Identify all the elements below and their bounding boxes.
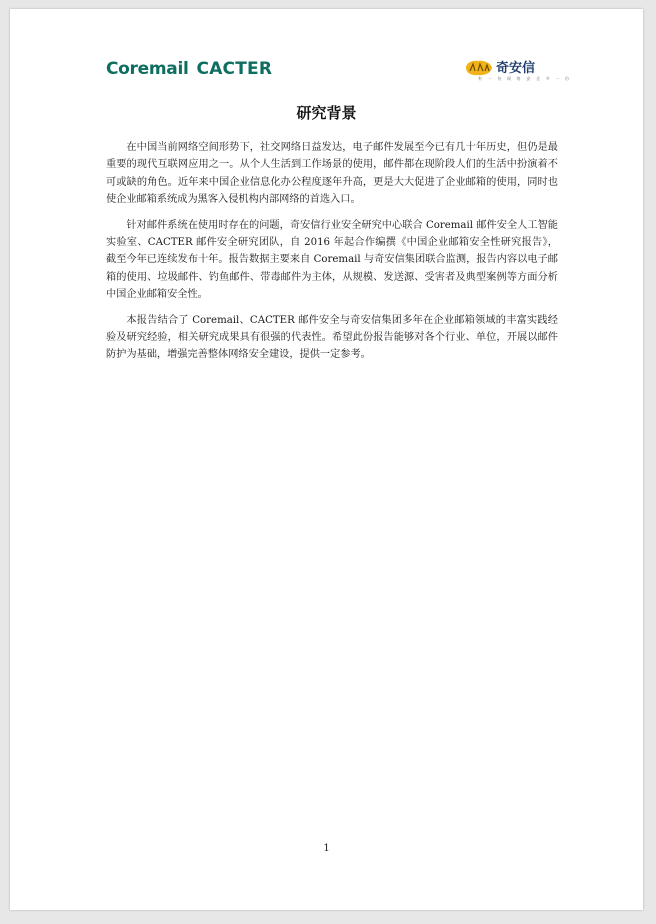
page-number: 1 — [323, 843, 330, 854]
paragraph-3: 本报告结合了 Coremail、CACTER 邮件安全与奇安信集团多年在企业邮箱领域的丰富实践经验及研究经验，相关研究成果具有很强的代表性。希望此份报告能够对各个行业、单位，开展以邮件防护为基础，增强完善整体网络安全建设，提供一定参考。 — [106, 314, 558, 361]
cacter-wordmark: CACTER — [196, 59, 273, 79]
section-title: 研究背景 — [296, 104, 357, 122]
document-page — [10, 9, 643, 910]
qianxin-slogan: 有 一 份 网 络 安 全 多 一 份 — [478, 76, 572, 81]
coremail-wordmark: Coremail — [106, 59, 189, 79]
body-text — [106, 139, 558, 372]
qianxin-brand-text: 奇安信 — [496, 61, 536, 76]
paragraph-1: 在中国当前网络空间形势下，社交网络日益发达，电子邮件发展至今已有几十年历史，但仍是最重要的现代互联网应用之一。从个人生活到工作场景的使用，邮件都在现阶段人们的生活中扮演着不可或缺的角色。近年来中国企业信息化办公程度逐年升高，更是大大促进了企业邮箱的使用，同时也使企业邮箱系统成为黑客入侵机构内部网络的首选入口。 — [106, 142, 558, 206]
paragraph-2: 针对邮件系统在使用时存在的问题，奇安信行业安全研究中心联合 Coremail 邮件安全人工智能实验室、CACTER 邮件安全研究团队，自 2016 年起合作编撰《中国企业邮箱安全性研究报告》，截至今年已连续发布十年。报告数据主要来自 Coremail 与奇安信集团联合监测，报告内容以电子邮箱的使用、垃圾邮件、钓鱼邮件、带毒邮件为主体，从规模、发送源、受害者及典型案例等方面分析中国企业邮箱安全性。 — [106, 219, 558, 301]
qianxin-logo — [464, 57, 572, 87]
qianxin-mascot-icon — [464, 59, 494, 77]
coremail-cacter-logo — [106, 59, 272, 79]
